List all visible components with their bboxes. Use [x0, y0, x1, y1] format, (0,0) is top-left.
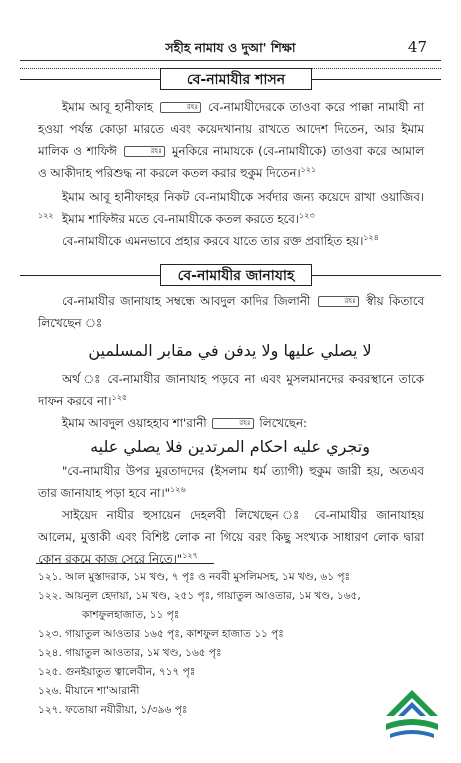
footnote-item	[38, 701, 418, 720]
paragraph	[38, 368, 424, 412]
rahimahullah-mark: রহঃ	[124, 146, 165, 157]
footnote-text: আয়নুল হেদায়া, ১ম খণ্ড, ২৫১ পৃঃ, গায়াতুল আওতার, ১ম খণ্ড, ১৬৫,	[65, 590, 361, 602]
paragraph-text: বে-নামাযীকে এমনভাবে প্রহার করবে যাতে তার রক্ত প্রবাহিত হয়।	[62, 234, 364, 248]
footnote-ref: ১২৭	[182, 551, 198, 561]
footnote-ref: ১২২	[38, 211, 54, 221]
running-title: সহীহ নামায ও দুআ' শিক্ষা	[165, 40, 296, 55]
paragraph-text: বে-নামাযীদেরকে তাওবা করে পাক্কা নামাযী না হওয়া পর্যন্ত কোড়া মারতে এবং কয়েদখানায় রাখতে আদেশ দিতেন, আর ইমাম মালিক ও শাফিঈ	[38, 100, 425, 158]
footnote-ref: ১২১	[300, 165, 317, 175]
footnote-text: কাশফুলহাজাত, ১১ পৃঃ	[82, 609, 180, 621]
paragraph-text: অর্থ ঃ বে-নামাযীর জানাযাহ পড়বে না এবং মুসলমানদের কবরস্থানে তাকে দাফন করবে না।	[38, 372, 424, 408]
paragraph	[38, 460, 424, 504]
footnote-text: গায়াতুল আওতার, ১ম খণ্ড, ১৬৫ পৃঃ	[65, 647, 222, 659]
page-number: 47	[407, 38, 427, 56]
footnote-item	[38, 587, 418, 606]
footnote-number: ১২১.	[38, 571, 62, 583]
arabic-quote: وتجري عليه احكام المرتدين فلا يصلي عليه	[90, 437, 370, 456]
footnote-number: ১২২.	[38, 590, 62, 602]
paragraph-text: ইমাম আবূ হানীফাহর নিকট বে-নামাযীকে সর্বদার জন্য কয়েদে রাখা ওয়াজিব।	[62, 190, 424, 204]
footnote-ref: ১২৫	[111, 393, 128, 403]
footnote-ref: ১২৩	[299, 211, 315, 221]
footnote-number: ১২৬.	[38, 685, 62, 697]
publisher-logo-icon	[380, 686, 444, 746]
footnote-item	[38, 606, 418, 625]
footnote-item	[38, 682, 418, 701]
footnote-number: ১২৩.	[38, 628, 62, 640]
paragraph	[38, 504, 424, 570]
footnote-divider	[36, 563, 214, 564]
footnote-text: মীযানে শা'আরানী	[65, 685, 140, 697]
footnote-number: ১২৫.	[38, 666, 62, 678]
paragraph	[38, 412, 424, 434]
paragraph-text: ইমাম আবদুল ওয়াহহাব শা'রানী	[62, 416, 207, 430]
paragraph-text: "বে-নামাযীর উপর মুরতাদদের (ইসলাম ধর্ম ত্যাগী) হুকুম জারী হয়, অতএব তার জানাযাহ পড়া হবে না।"	[38, 464, 424, 500]
section-heading-janazah: বে-নামাযীর জানাযাহ	[160, 264, 312, 286]
footnote-item	[38, 568, 418, 587]
paragraph	[38, 290, 424, 334]
footnote-ref: ১২৪	[363, 233, 379, 243]
footnote-item	[38, 625, 418, 644]
paragraph-text: বে-নামাযীর জানাযাহ সম্বন্ধে আবদুল কাদির জিলানী	[62, 294, 311, 308]
rahimahullah-mark: রহঃ	[318, 296, 359, 307]
paragraph-text: মুনকিরে নামাযকে (বে-নামাযীকে) তাওবা করে আমাল ও আকীদাহ পরিশুদ্ধ না করলে কতল করার হুকুম দিতেন।	[38, 144, 425, 180]
rahimahullah-mark: রহঃ	[212, 418, 253, 429]
footnote-item	[38, 644, 418, 663]
paragraph	[38, 230, 424, 252]
rahimahullah-mark: রহঃ	[160, 102, 201, 113]
footnote-text: গায়াতুল আওতার ১৬৫ পৃঃ, কাশফুল হাজাত ১১ পৃঃ	[65, 628, 284, 640]
section-heading-punishment: বে-নামাযীর শাসন	[160, 68, 312, 90]
footnote-text: গুনইয়াতুত ত্বালেবীন, ৭১৭ পৃঃ	[65, 666, 196, 678]
footnote-ref: ১২৬	[170, 485, 186, 495]
paragraph	[38, 96, 424, 184]
paragraph-text: সাইয়েদ নাযীর হুসায়েন দেহলবী লিখেছেন ঃ বে-নামাযীর জানাযাহয় আলেম, মুত্তাকী এবং বিশিষ্ট লোক না গিয়ে বরং কিছু সংখ্যক সাধারণ লোক দ্বারা কোন রকমে কাজ সেরে নিতে।"	[38, 508, 424, 566]
footnote-number: ১২৪.	[38, 647, 62, 659]
arabic-quote: لا يصلي عليها ولا يدفن في مقابر المسلمين	[88, 341, 372, 360]
paragraph-text: স্বীয় কিতাবে লিখেছেন ঃ	[38, 294, 425, 330]
footnote-text: আল মুস্তাদরাক, ১ম খণ্ড, ৭ পৃঃ ও নববী মুসলিমসহ, ১ম খণ্ড, ৬১ পৃঃ	[65, 571, 351, 583]
footnote-item	[38, 663, 418, 682]
paragraph-text: ইমাম শাফিঈর মতে বে-নামাযীকে কতল করতে হবে।	[62, 212, 300, 226]
paragraph-text: ইমাম আবূ হানীফাহ	[62, 100, 153, 114]
paragraph	[38, 208, 424, 230]
running-header	[20, 38, 441, 60]
footnote-text: ফতোয়া নযীরীয়া, ১/৩৯৬ পৃঃ	[65, 704, 188, 716]
footnote-number: ১২৭.	[38, 704, 62, 716]
footnotes	[38, 568, 418, 720]
paragraph-text: লিখেছেন:	[259, 416, 307, 430]
